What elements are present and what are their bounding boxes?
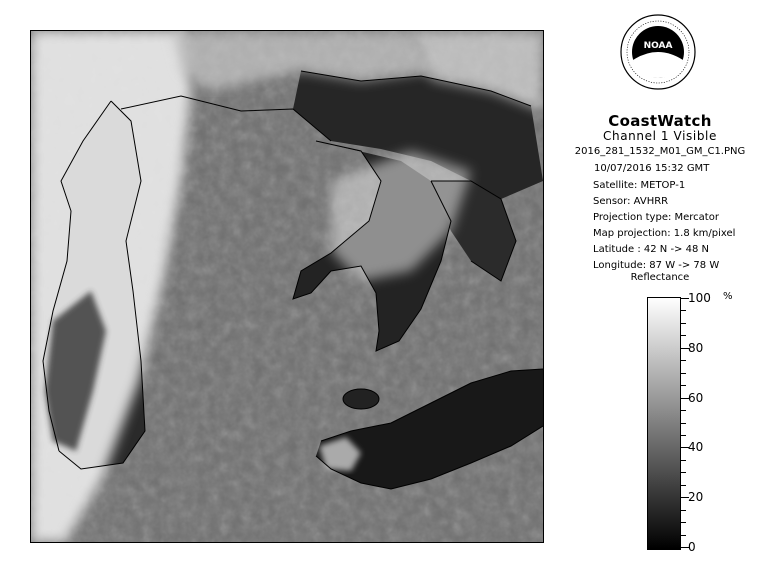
colorbar-tick <box>680 522 686 523</box>
colorbar-tick <box>680 310 686 311</box>
colorbar-label: 20 <box>688 490 704 504</box>
satellite: Satellite: METOP-1 <box>593 180 686 191</box>
colorbar-label: 80 <box>688 341 704 355</box>
product-title: CoastWatch <box>608 112 712 130</box>
colorbar-title: Reflectance <box>630 272 690 283</box>
longitude-range: Longitude: 87 W -> 78 W <box>593 260 720 271</box>
colorbar-tick <box>680 460 686 461</box>
map-projection: Map projection: 1.8 km/pixel <box>593 228 736 239</box>
colorbar-tick <box>680 472 686 473</box>
colorbar-tick <box>680 410 686 411</box>
colorbar-label: 40 <box>688 440 704 454</box>
colorbar-tick <box>680 360 686 361</box>
colorbar-tick <box>680 335 686 336</box>
colorbar-tick <box>680 435 686 436</box>
channel-subtitle: Channel 1 Visible <box>603 129 717 143</box>
sensor: Sensor: AVHRR <box>593 196 669 207</box>
colorbar-tick <box>680 385 686 386</box>
colorbar-tick <box>680 423 686 424</box>
satellite-map <box>30 30 544 543</box>
colorbar-label: 60 <box>688 391 704 405</box>
datetime: 10/07/2016 15:32 GMT <box>594 163 710 174</box>
image-filename: 2016_281_1532_M01_GM_C1.PNG <box>574 146 746 157</box>
colorbar-tick <box>680 485 686 486</box>
projection-type: Projection type: Mercator <box>593 212 719 223</box>
colorbar-tick <box>680 510 686 511</box>
colorbar-unit: % <box>723 291 733 302</box>
colorbar-tick <box>680 323 686 324</box>
colorbar-tick <box>680 373 686 374</box>
colorbar-label: 100 <box>688 291 711 305</box>
reflectance-colorbar <box>647 297 681 550</box>
map-canvas <box>31 31 543 542</box>
colorbar-tick <box>680 535 686 536</box>
noaa-logo-text: NOAA <box>643 41 673 51</box>
latitude-range: Latitude : 42 N -> 48 N <box>593 244 709 255</box>
noaa-logo <box>620 14 696 90</box>
colorbar-label: 0 <box>688 540 696 554</box>
